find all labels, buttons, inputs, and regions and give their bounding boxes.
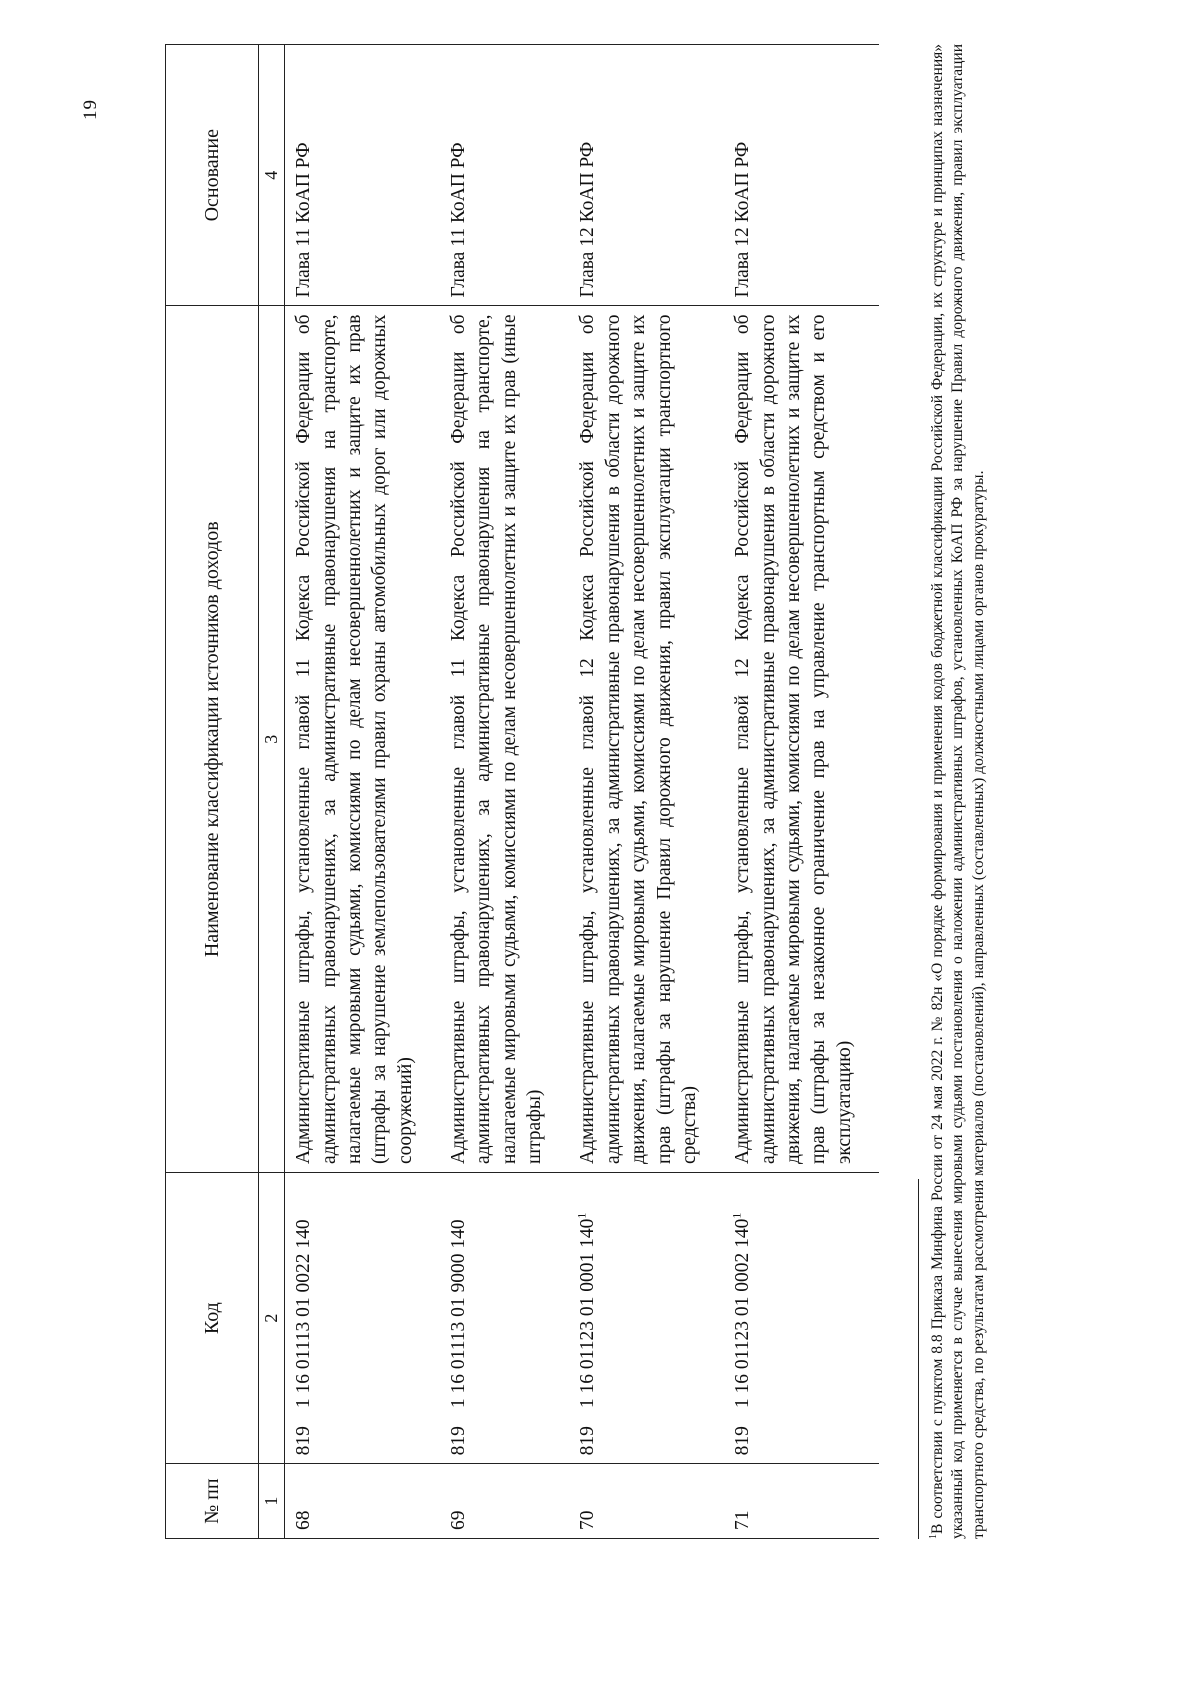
table-row [285,45,440,1539]
footnote [928,44,989,1539]
page-number: 19 [80,99,101,120]
budget-code [291,1219,316,1408]
income-classification-table-wrapper [165,44,879,1539]
table-row [724,45,879,1539]
admin-code: 819 [577,1426,599,1456]
row-number: 68 [285,1464,440,1539]
table-header-row [166,45,259,1539]
admin-code: 819 [448,1426,470,1456]
footnote-mark: 1 [729,1212,744,1219]
row-name: Административные штрафы, установленные главой 11 Кодекса Российской Федерации об административных правонарушениях, за административные правонарушения на транспорте, налагаемые мировыми судьями, комиссиями по делам несовершеннолетних и защите их прав (иные штрафы) [440,306,569,1173]
column-number: 3 [259,306,285,1173]
admin-code: 819 [293,1426,315,1456]
column-number: 4 [259,45,285,306]
income-classification-table [165,44,879,1539]
row-basis: Глава 12 КоАП РФ [724,45,879,306]
row-code-cell [569,1172,724,1463]
budget-code-value: 1 16 01123 01 0002 140 [732,1218,754,1409]
row-code-cell [724,1172,879,1463]
budget-code [446,1219,471,1408]
budget-code [730,1213,755,1408]
budget-code [575,1213,600,1408]
table-row [569,45,724,1539]
row-name: Административные штрафы, установленные главой 12 Кодекса Российской Федерации об административных правонарушениях, за административные правонарушения в области дорожного движения, налагаемые мировыми судьями, комиссиями по делам несовершеннолетних и защите их прав (штрафы за незаконное ограничение прав на управление транспортным средством и его эксплуатацию) [724,306,879,1173]
budget-code-value: 1 16 01123 01 0001 140 [577,1218,599,1409]
column-number: 1 [259,1464,285,1539]
row-name: Административные штрафы, установленные главой 12 Кодекса Российской Федерации об административных правонарушениях, за административные правонарушения в области дорожного движения, налагаемые мировыми судьями, комиссиями по делам несовершеннолетних и защите их прав (штрафы за нарушение Правил дорожного движения, правил эксплуатации транспортного средства) [569,306,724,1173]
column-number: 2 [259,1172,285,1463]
row-code-cell [285,1172,440,1463]
footnote-text: В соответствии с пунктом 8.8 Приказа Минфина России от 24 мая 2022 г. № 82н «О порядке формирования и применения кодов бюджетной классификации Российской Федерации, их структуре и принципах назначения» указанный код применяется в случае вынесения мировыми судьями постановления о наложении административных штрафов, установленных КоАП РФ за нарушение Правил дорожного движения, правил эксплуатации транспортного средства, по результатам рассмотрения материалов (постановлений), направленных (составленных) должностными лицами органов прокуратуры. [929,44,987,1539]
header-basis: Основание [166,45,259,306]
row-basis: Глава 12 КоАП РФ [569,45,724,306]
admin-code: 819 [732,1426,754,1456]
row-code-cell [440,1172,569,1463]
row-basis: Глава 11 КоАП РФ [440,45,569,306]
row-name: Административные штрафы, установленные главой 11 Кодекса Российской Федерации об административных правонарушениях, за административные правонарушения на транспорте, налагаемые мировыми судьями, комиссиями по делам несовершеннолетних и защите их прав (штрафы за нарушение землепользователями правил охраны автомобильных дорог или дорожных сооружений) [285,306,440,1173]
footnote-mark: 1 [927,1534,939,1539]
row-basis: Глава 11 КоАП РФ [285,45,440,306]
budget-code-value: 1 16 01113 01 0022 140 [293,1219,315,1409]
header-num: № пп [166,1464,259,1539]
column-number-row [259,45,285,1539]
row-number: 71 [724,1464,879,1539]
footnote-mark: 1 [574,1212,589,1219]
row-number: 70 [569,1464,724,1539]
header-code: Код [166,1172,259,1463]
table-row [440,45,569,1539]
header-name: Наименование классификации источников доходов [166,306,259,1173]
footnote-separator [918,1179,919,1539]
budget-code-value: 1 16 01113 01 9000 140 [448,1219,470,1409]
row-number: 69 [440,1464,569,1539]
